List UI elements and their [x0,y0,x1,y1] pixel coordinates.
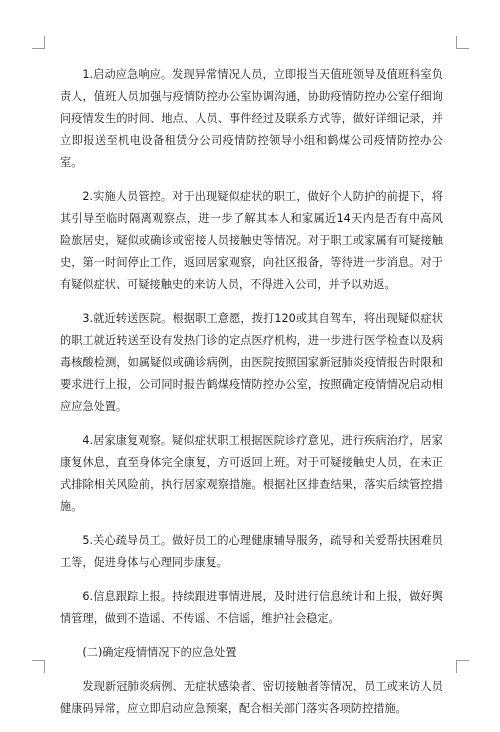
section-heading: (二)确定疫情情况下的应急处置 [82,646,237,659]
crop-mark-bottom-left [32,660,45,673]
paragraph-info-tracking: 6.信息跟踪上报。持续跟进事情进展，及时进行信息统计和上报，做好舆情管理，做到不造谣、不传谣、不信谣，维护社会稳定。 [60,590,443,625]
paragraph-confirmed-response: 发现新冠肺炎病例、无症状感染者、密切接触者等情况，员工或来访人员健康码异常，应立即启动应急预案，配合相关部门落实各项防控措施。 [60,680,443,715]
crop-mark-top-left [32,36,45,49]
paragraph-staff-care: 5.关心疏导员工。做好员工的心理健康辅导服务，疏导和关爱帮扶困难员工等，促进身体与心理同步康复。 [60,534,443,569]
paragraph-home-recovery: 4.居家康复观察。疑似症状职工根据医院诊疗意见，进行疾病治疗，居家康复休息，直至身体完全康复，方可返回上班。对于可疑接触史人员，在未正式排除相关风险前，执行居家观察措施。根据社区排查结果，落实后续管控措施。 [60,434,443,513]
paragraph-hospital-transfer: 3.就近转送医院。根据职工意愿，拨打120或其自驾车，将出现疑似症状的职工就近转送至设有发热门诊的定点医疗机构，进一步进行医学检查以及病毒核酸检测，如属疑似或确诊病例，由医院按照国家新冠肺炎疫情报告时限和要求进行上报，公司同时报告鹤煤疫情防控办公室，按照确定疫情情况启动相应应急处置。 [60,312,443,413]
document-body [60,64,443,732]
crop-mark-bottom-right [456,660,469,673]
paragraph-personnel-control: 2.实施人员管控。对于出现疑似症状的职工，做好个人防护的前提下，将其引导至临时隔离观察点，进一步了解其本人和家属近14天内是否有中高风险旅居史，疑似或确诊或密接人员接触史等情况。对于职工或家属有可疑接触史，第一时间停止工作，返回居家观察，向社区报备，等待进一步消息。对于有疑似症状、可疑接触史的来访人员，不得进入公司，并予以劝返。 [60,190,443,291]
paragraph-emergency-response: 1.启动应急响应。发现异常情况人员，立即报当天值班领导及值班科室负责人，值班人员加强与疫情防控办公室协调沟通，协助疫情防控办公室仔细询问疫情发生的时间、地点、人员、事件经过及联系方式等，做好详细记录，并立即报送至机电设备租赁分公司疫情防控领导小组和鹤煤公司疫情防控办公室。 [60,68,443,169]
crop-mark-top-right [456,36,469,49]
